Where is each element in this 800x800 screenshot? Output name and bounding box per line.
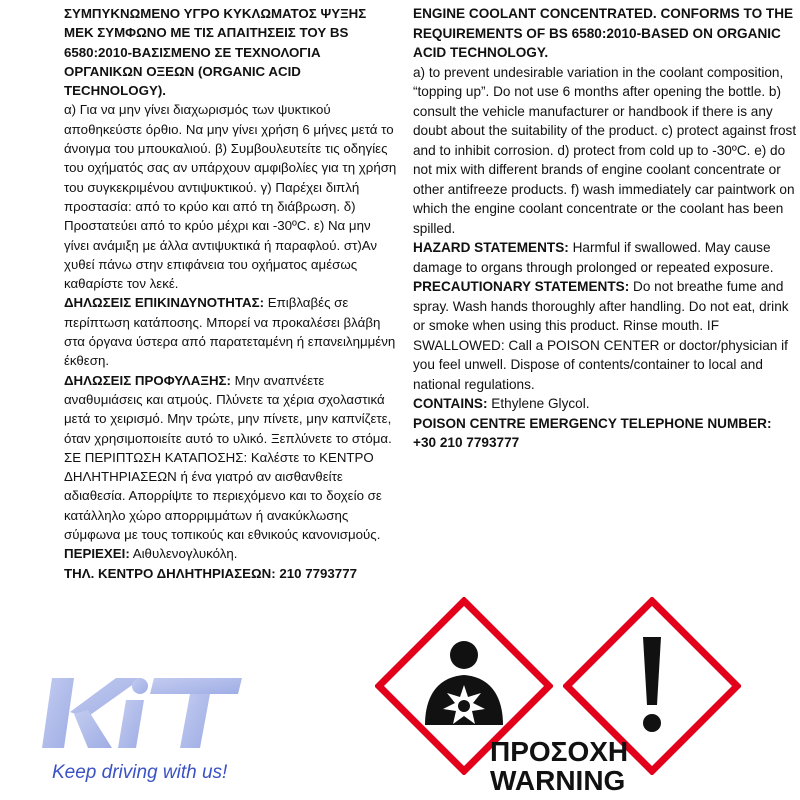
greek-hazard-text: Επιβλαβές σε περίπτωση κατάποσης. Μπορεί να προκαλέσει βλάβη στα όργανα ύστερα από παρατεταμένη ή επανειλημμένη έκθεση. xyxy=(64,295,396,369)
english-label-column xyxy=(413,4,798,453)
greek-precautionary-statements xyxy=(64,371,399,545)
greek-poison-phone: ΤΗΛ. ΚΕΝΤΡΟ ΔΗΛΗΤΗΡΙΑΣΕΩΝ: 210 7793777 xyxy=(64,565,357,581)
greek-precaution-text: Μην αναπνέετε αναθυμιάσεις και ατμούς. Πλύνετε τα χέρια σχολαστικά μετά το χειρισμό. Μην τρώτε, μην πίνετε, μην καπνίζετε, όταν χρησιμοποιείτε αυτό το υλικό. Ξεπλύνετε το στόμα. ΣΕ ΠΕΡΙΠΤΩΣΗ ΚΑΤΑΠΟΣΗΣ: Καλέστε το ΚΕΝΤΡΟ ΔΗΛΗΤΗΡΙΑΣΕΩΝ ή ένα γιατρό αν αισθανθείτε αδιαθεσία. Απορρίψτε το περιεχόμενο και το δοχείο σε κατάλληλο χώρο απορριμμάτων ή ανακύκλωσης σύμφωνα με τους τοπικούς και εθνικούς κανονισμούς. xyxy=(64,372,392,543)
greek-hazard-label: ΔΗΛΩΣΕΙΣ ΕΠΙΚΙΝΔΥΝΟΤΗΤΑΣ: xyxy=(64,295,265,311)
greek-precaution-label: ΔΗΛΩΣΕΙΣ ΠΡΟΦΥΛΑΞΗΣ: xyxy=(64,372,231,388)
logo-tagline: Keep driving with us! xyxy=(52,762,228,783)
english-contains-text: Ethylene Glycol. xyxy=(487,396,590,411)
english-poison-phone: POISON CENTRE EMERGENCY TELEPHONE NUMBER: +30 210 7793777 xyxy=(413,415,772,450)
english-contains-label: CONTAINS: xyxy=(413,396,488,411)
english-precaution-label: PRECAUTIONARY STATEMENTS: xyxy=(413,279,630,294)
greek-label-column xyxy=(64,4,399,583)
english-hazard-label: HAZARD STATEMENTS: xyxy=(413,240,569,255)
greek-title: ΣΥΜΠΥΚΝΩΜΕΝΟ ΥΓΡΟ ΚΥΚΛΩΜΑΤΟΣ ΨΥΞΗΣ ΜΕΚ ΣΥΜΦΩΝΟ ΜΕ ΤΙΣ ΑΠΑΙΤΗΣΕΙΣ ΤΟΥ BS 6580:2010-ΒΑΣΙΣΜΕΝΟ ΣΕ ΤΕΧΝΟΛΟΓΙΑ ΟΡΓΑΝΙΚΩΝ ΟΞΕΩΝ (ORGANIC ACID TECHNOLOGY). xyxy=(64,6,367,99)
greek-hazard-statements xyxy=(64,293,399,370)
greek-instructions: α) Για να μην γίνει διαχωρισμός των ψυκτικού αποθηκεύστε όρθιο. Να μην γίνει χρήση 6 μήνες μετά το άνοιγμα του μπουκαλιού. β) Συμβουλευτείτε τις οδηγίες του οχήματός σας αν υπάρχουν αμφιβολίες για τη χρήση του συγκεκριμένου αντιψυκτικού. γ) Παρέχει διπλή προστασία: από το κρύο και από τη διάβρωση. δ) Προστατεύει από το κρύο μέχρι και -30ºC. ε) Να μην γίνει ανάμιξη με άλλα αντιψυκτικά ή παραφλού. στ)Αν χυθεί πάνω στην επιφάνεια του οχήματος αμέσως καθαρίστε τον λεκέ. xyxy=(64,102,397,292)
greek-contains-label: ΠΕΡΙΕΧΕΙ: xyxy=(64,546,130,562)
greek-contains-text: Αιθυλενογλυκόλη. xyxy=(129,546,238,562)
english-hazard-text: Harmful if swallowed. May cause damage to organs through prolonged or repeated exposure. xyxy=(413,240,774,275)
signal-word-greek: ΠΡΟΣΟΧΗ xyxy=(490,736,629,767)
english-precaution-text: Do not breathe fume and spray. Wash hands thoroughly after handling. Do not eat, drink or smoke when using this product. Rinse mouth. IF SWALLOWED: Call a POISON CENTER or doctor/physician if you feel unwell. Dispose of contents/container to local and national regulations. xyxy=(413,279,789,392)
english-instructions: a) to prevent undesirable variation in the coolant composition, “topping up”. Do not use 6 months after opening the bottle. b) consult the vehicle manufacturer or handbook if there is any doubt about the suitability of the product. c) protect against frost and to inhibit corrosion. d) protect from cold up to -30ºC. e) do not mix with different brands of engine coolant concentrate or other antifreeze products. f) wash immediately car paintwork on which the engine coolant concentrate or the coolant has been spilled. xyxy=(413,64,797,236)
english-hazard-statements xyxy=(413,238,798,277)
english-precautionary-statements xyxy=(413,277,798,394)
signal-word-english: WARNING xyxy=(490,765,626,796)
english-title: ENGINE COOLANT CONCENTRATED. CONFORMS TO THE REQUIREMENTS OF BS 6580:2010-BASED ON ORGANIC ACID TECHNOLOGY. xyxy=(413,6,794,60)
greek-contains xyxy=(64,544,399,563)
english-contains xyxy=(413,394,798,414)
